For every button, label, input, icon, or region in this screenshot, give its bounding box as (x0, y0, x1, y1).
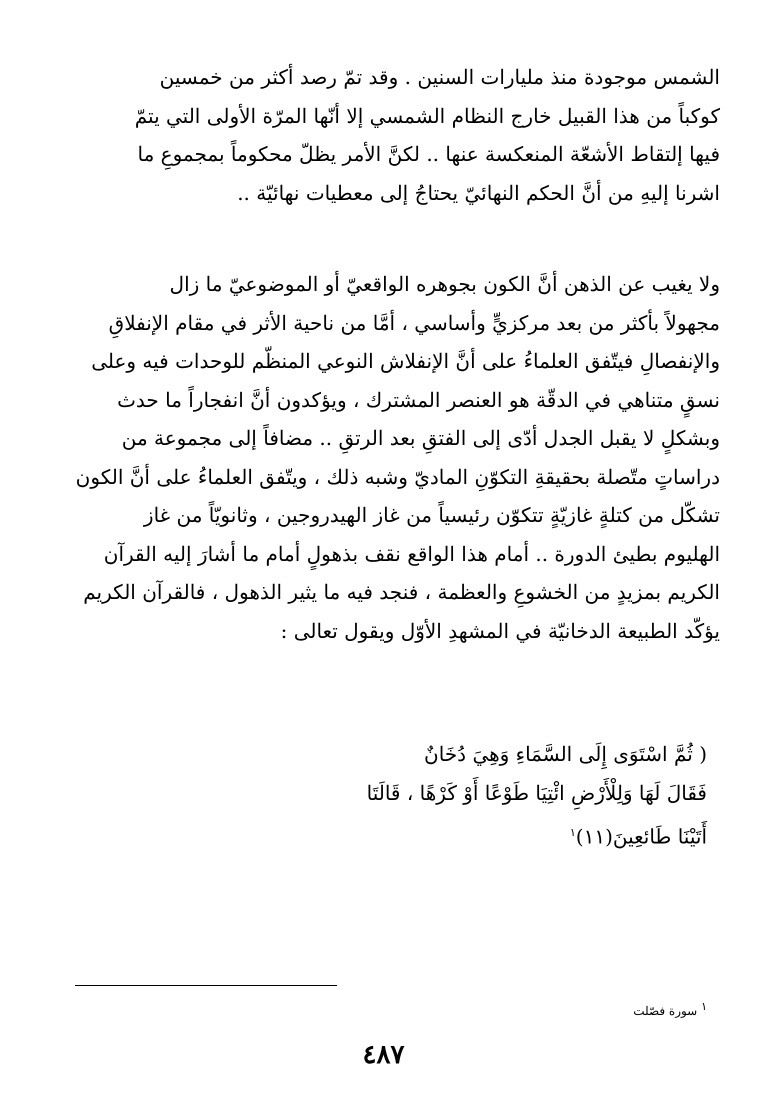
footnote-divider (75, 985, 337, 986)
footnote-text: سورة فصّلت (633, 1004, 698, 1018)
paragraph-line: اشرنا إليهِ من أنَّ الحكم النهائيّ يحتاجُ إلى معطيات نهائيّة .. (237, 180, 720, 205)
paragraph-line: تشكّل من كتلةٍ غازيّةٍ تتكوّن رئيسياً من غاز الهيدروجين ، وثانويّاً من غاز (143, 503, 720, 527)
paragraph-line: ولا يغيب عن الذهن أنَّ الكون بجوهره الواقعيّ أو الموضوعيّ ما زال (169, 272, 720, 296)
paragraph-line: فيها إلتقاط الأشعّة المنعكسة عنها .. لكنَّ الأمر يظلّ محكوماً بمجموعِ ما (137, 142, 720, 166)
footnote-marker: ١ (701, 1000, 707, 1013)
footnote (633, 1000, 707, 1018)
paragraph-line: الشمس موجودة منذ مليارات السنين . وقد تمّ رصد أكثر من خمسين (159, 65, 720, 89)
paragraph-line: وبشكلٍ لا يقبل الجدل أدّى إلى الفتقِ بعد الرتقِ .. مضافاً إلى مجموعة من (121, 426, 720, 450)
page-number: ٤٨٧ (362, 1040, 405, 1070)
paragraph-line: الكريم بمزيدٍ من الخشوعِ والعظمة ، فنجد فيه ما يثير الذهول ، فالقرآن الكريم (83, 580, 720, 604)
paragraph-line: والإنفصالِ فيتّفق العلماءُ على أنَّ الإنفلاش النوعي المنظّم للوحدات فيه وعلى (91, 349, 720, 373)
quran-verse (327, 735, 707, 857)
verse-line-text: أَتَيْنَا طَائعِينَ(١١) (575, 824, 707, 849)
paragraph-2 (60, 265, 720, 650)
paragraph-line: الهليوم بطيئ الدورة .. أمام هذا الواقع نقف بذهولٍ أمام ما أشارَ إليه القرآن (103, 541, 720, 566)
paragraph-line: مجهولاً بأكثر من بعد مركزيٍّ وأساسي ، أمَّا من ناحية الأثر في مقام الإنفلاقِ (108, 310, 720, 335)
paragraph-line: دراساتٍ متّصلة بحقيقةِ التكوّنِ الماديّ وشبه ذلك ، ويتّفق العلماءُ على أنَّ الكون (75, 464, 720, 489)
paragraph-line: كوكباً من هذا القبيل خارج النظام الشمسي إلا أنّها المرّة الأولى التي يتمّ (134, 103, 720, 128)
paragraph-1 (60, 58, 720, 212)
paragraph-line: نسقٍ متناهي في الدقّة هو العنصر المشترك ، ويؤكدون أنَّ انفجاراً ما حدث (117, 387, 720, 412)
footnote-reference: ١ (569, 826, 576, 839)
verse-line (327, 813, 707, 857)
paragraph-line: يؤكّد الطبيعة الدخانيّة في المشهدِ الأوّل ويقول تعالى : (280, 618, 720, 643)
verse-line: فَقَالَ لَهَا وَلِلْأَرْضِ ائْتِيَا طَوْعًا أَوْ كَرْهًا ، قَالَتَا (366, 781, 707, 805)
verse-line: ( ثُمَّ اسْتَوَى إِلَى السَّمَاءِ وَهِيَ دُخَانٌ (424, 742, 707, 766)
